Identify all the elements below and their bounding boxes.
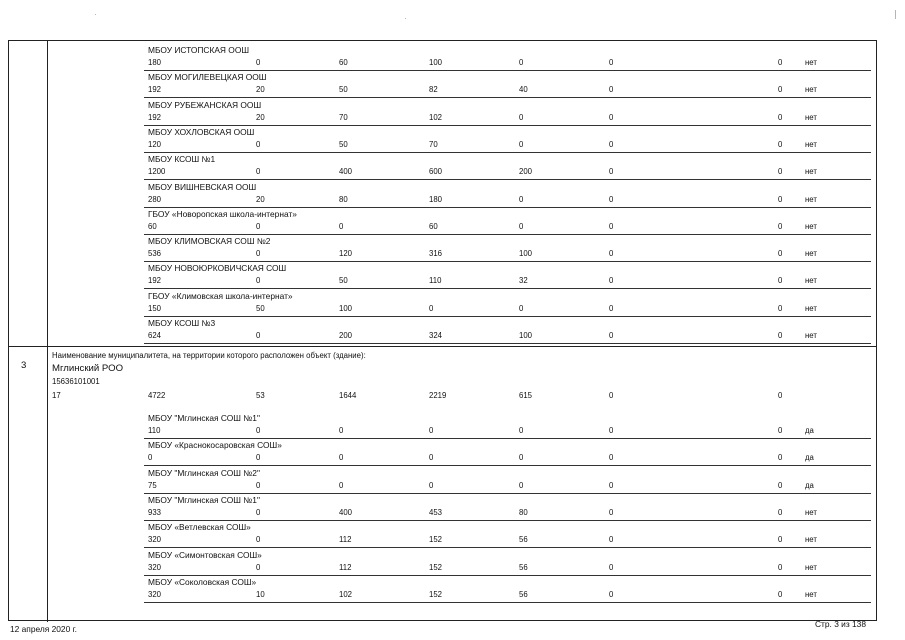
value-cell: 0 — [339, 480, 344, 490]
value-cell: 0 — [778, 58, 783, 67]
value-cell: 1200 — [148, 167, 166, 177]
status-flag: да — [805, 480, 814, 490]
value-cell: 320 — [148, 589, 162, 599]
value-cell: 152 — [429, 589, 443, 599]
value-cell: 60 — [148, 221, 157, 231]
value-cell: 152 — [429, 535, 443, 545]
value-cell: 200 — [519, 167, 533, 177]
value-cell: 0 — [519, 58, 524, 67]
value-cell: 0 — [256, 249, 261, 259]
value-cell: 0 — [778, 331, 783, 340]
summary-value: 4722 — [148, 391, 166, 400]
value-cell: 20 — [256, 194, 265, 204]
value-cell: 50 — [339, 85, 348, 95]
summary-value: 615 — [519, 391, 533, 400]
value-cell: 0 — [148, 453, 153, 463]
value-cell: 120 — [148, 139, 162, 149]
footer-page-number: Стр. 3 из 138 — [815, 619, 866, 629]
value-cell: 0 — [609, 303, 614, 313]
value-cell: 0 — [778, 535, 783, 545]
value-cell: 0 — [778, 112, 783, 122]
value-cell: 60 — [339, 58, 348, 67]
row-underline — [144, 438, 871, 439]
value-cell: 0 — [519, 221, 524, 231]
status-flag: нет — [805, 139, 817, 149]
row-underline — [144, 465, 871, 466]
value-cell: 0 — [429, 426, 434, 435]
value-cell: 0 — [256, 331, 261, 340]
scan-mark — [895, 10, 896, 19]
summary-value: 0 — [778, 391, 783, 400]
school-name: ГБОУ «Новоропская школа-интернат» — [148, 208, 297, 219]
value-cell: 0 — [519, 194, 524, 204]
value-cell: 324 — [429, 331, 443, 340]
status-flag: нет — [805, 303, 817, 313]
value-cell: 75 — [148, 480, 157, 490]
value-cell: 0 — [609, 249, 614, 259]
section-org-name: Мглинский РОО — [52, 363, 124, 374]
status-flag: нет — [805, 589, 817, 599]
summary-value: 0 — [609, 391, 614, 400]
value-cell: 0 — [609, 331, 614, 340]
status-flag: да — [805, 426, 814, 435]
value-cell: 0 — [778, 194, 783, 204]
value-cell: 100 — [339, 303, 353, 313]
summary-value: 53 — [256, 391, 265, 400]
value-cell: 0 — [778, 139, 783, 149]
value-cell: 100 — [519, 249, 533, 259]
value-cell: 0 — [519, 139, 524, 149]
school-name: МБОУ НОВОЮРКОВИЧСКАЯ СОШ — [148, 263, 287, 274]
value-cell: 933 — [148, 507, 162, 517]
value-cell: 20 — [256, 85, 265, 95]
value-cell: 0 — [609, 453, 614, 463]
row-underline — [144, 152, 871, 153]
value-cell: 0 — [778, 249, 783, 259]
value-cell: 0 — [778, 276, 783, 286]
value-cell: 50 — [339, 276, 348, 286]
value-cell: 0 — [609, 58, 614, 67]
value-cell: 0 — [609, 562, 614, 572]
school-name: МБОУ РУБЕЖАНСКАЯ ООШ — [148, 99, 262, 110]
value-cell: 0 — [429, 480, 434, 490]
value-cell: 0 — [519, 453, 524, 463]
row-number-column-divider — [47, 41, 48, 622]
status-flag: нет — [805, 221, 817, 231]
value-cell: 80 — [519, 507, 528, 517]
value-cell: 0 — [609, 480, 614, 490]
row-underline — [144, 125, 871, 126]
value-cell: 0 — [609, 535, 614, 545]
status-flag: нет — [805, 85, 817, 95]
value-cell: 0 — [256, 221, 261, 231]
row-underline — [144, 207, 871, 208]
school-name: МБОУ «Ветлевская СОШ» — [148, 522, 251, 533]
school-name: МБОУ КЛИМОВСКАЯ СОШ №2 — [148, 236, 271, 247]
value-cell: 0 — [609, 276, 614, 286]
status-flag: да — [805, 453, 814, 463]
value-cell: 110 — [429, 276, 442, 286]
value-cell: 112 — [339, 562, 352, 572]
row-underline — [144, 97, 871, 98]
value-cell: 316 — [429, 249, 443, 259]
value-cell: 453 — [429, 507, 443, 517]
status-flag: нет — [805, 276, 817, 286]
value-cell: 600 — [429, 167, 443, 177]
value-cell: 0 — [339, 426, 344, 435]
value-cell: 50 — [256, 303, 265, 313]
value-cell: 0 — [778, 562, 783, 572]
section-code: 15636101001 — [52, 377, 100, 386]
value-cell: 320 — [148, 535, 162, 545]
value-cell: 0 — [778, 85, 783, 95]
status-flag: нет — [805, 58, 817, 67]
value-cell: 0 — [429, 453, 434, 463]
value-cell: 0 — [256, 426, 261, 435]
school-name: МБОУ ХОХЛОВСКАЯ ООШ — [148, 126, 255, 137]
row-underline — [144, 288, 871, 289]
value-cell: 0 — [609, 194, 614, 204]
school-name: МБОУ "Мглинская СОШ №1" — [148, 494, 260, 505]
value-cell: 60 — [429, 221, 438, 231]
value-cell: 0 — [609, 139, 614, 149]
value-cell: 0 — [256, 139, 261, 149]
value-cell: 110 — [148, 426, 161, 435]
row-underline — [144, 575, 871, 576]
row-underline — [144, 547, 871, 548]
row-underline — [144, 602, 871, 603]
value-cell: 56 — [519, 589, 528, 599]
status-flag: нет — [805, 535, 817, 545]
document-table — [8, 40, 877, 621]
value-cell: 0 — [256, 453, 261, 463]
value-cell: 0 — [609, 112, 614, 122]
value-cell: 40 — [519, 85, 528, 95]
value-cell: 0 — [609, 426, 614, 435]
school-name: МБОУ «Краснокосаровская СОШ» — [148, 440, 282, 451]
value-cell: 0 — [256, 58, 261, 67]
value-cell: 0 — [778, 589, 783, 599]
row-underline — [144, 316, 871, 317]
value-cell: 280 — [148, 194, 162, 204]
value-cell: 0 — [609, 167, 614, 177]
value-cell: 80 — [339, 194, 348, 204]
value-cell: 0 — [519, 480, 524, 490]
school-name: МБОУ «Симонтовская СОШ» — [148, 549, 262, 560]
value-cell: 120 — [339, 249, 353, 259]
value-cell: 0 — [256, 276, 261, 286]
value-cell: 0 — [256, 167, 261, 177]
value-cell: 102 — [339, 589, 353, 599]
value-cell: 100 — [429, 58, 443, 67]
value-cell: 192 — [148, 85, 162, 95]
school-name: МБОУ КСОШ №1 — [148, 154, 216, 165]
scan-mark — [405, 18, 406, 19]
school-name: МБОУ «Соколовская СОШ» — [148, 576, 257, 587]
value-cell: 152 — [429, 562, 443, 572]
value-cell: 192 — [148, 112, 162, 122]
value-cell: 70 — [339, 112, 348, 122]
row-underline — [144, 261, 871, 262]
value-cell: 50 — [339, 139, 348, 149]
value-cell: 400 — [339, 167, 353, 177]
scan-mark — [95, 14, 96, 15]
status-flag: нет — [805, 249, 817, 259]
row-underline — [144, 179, 871, 180]
value-cell: 100 — [519, 331, 533, 340]
status-flag: нет — [805, 562, 817, 572]
value-cell: 0 — [256, 480, 261, 490]
section-number: 3 — [21, 360, 27, 371]
row-underline — [144, 70, 871, 71]
value-cell: 0 — [429, 303, 434, 313]
value-cell: 320 — [148, 562, 162, 572]
school-name: МБОУ ВИШНЕВСКАЯ ООШ — [148, 181, 257, 192]
value-cell: 10 — [256, 589, 265, 599]
school-name: МБОУ "Мглинская СОШ №2" — [148, 467, 260, 478]
row-underline — [144, 520, 871, 521]
school-name: МБОУ "Мглинская СОШ №1" — [148, 413, 260, 423]
value-cell: 0 — [256, 507, 261, 517]
value-cell: 0 — [519, 426, 524, 435]
value-cell: 200 — [339, 331, 353, 340]
value-cell: 0 — [609, 85, 614, 95]
value-cell: 192 — [148, 276, 162, 286]
value-cell: 150 — [148, 303, 162, 313]
row-underline — [144, 234, 871, 235]
value-cell: 56 — [519, 535, 528, 545]
status-flag: нет — [805, 507, 817, 517]
row-underline — [144, 343, 871, 344]
summary-value: 17 — [52, 391, 61, 400]
school-name: МБОУ МОГИЛЕВЕЦКАЯ ООШ — [148, 72, 267, 83]
value-cell: 0 — [609, 221, 614, 231]
value-cell: 32 — [519, 276, 528, 286]
footer-date: 12 апреля 2020 г. — [10, 624, 77, 634]
value-cell: 0 — [339, 453, 344, 463]
school-name: МБОУ КСОШ №3 — [148, 318, 216, 328]
value-cell: 0 — [609, 507, 614, 517]
status-flag: нет — [805, 194, 817, 204]
section-label: Наименование муниципалитета, на территории которого расположен объект (здание): — [52, 351, 366, 360]
value-cell: 102 — [429, 112, 443, 122]
value-cell: 0 — [778, 167, 783, 177]
summary-value: 2219 — [429, 391, 447, 400]
value-cell: 0 — [339, 221, 344, 231]
value-cell: 0 — [519, 112, 524, 122]
section-divider — [9, 346, 876, 347]
value-cell: 180 — [148, 58, 162, 67]
value-cell: 0 — [778, 453, 783, 463]
status-flag: нет — [805, 167, 817, 177]
value-cell: 536 — [148, 249, 162, 259]
school-name: ГБОУ «Климовская школа-интернат» — [148, 290, 293, 301]
value-cell: 82 — [429, 85, 438, 95]
value-cell: 112 — [339, 535, 352, 545]
value-cell: 20 — [256, 112, 265, 122]
value-cell: 0 — [778, 426, 783, 435]
value-cell: 180 — [429, 194, 443, 204]
summary-value: 1644 — [339, 391, 357, 400]
value-cell: 0 — [778, 507, 783, 517]
value-cell: 0 — [778, 221, 783, 231]
value-cell: 70 — [429, 139, 438, 149]
status-flag: нет — [805, 112, 817, 122]
status-flag: нет — [805, 331, 817, 340]
value-cell: 0 — [609, 589, 614, 599]
value-cell: 0 — [778, 480, 783, 490]
value-cell: 56 — [519, 562, 528, 572]
school-name: МБОУ ИСТОПСКАЯ ООШ — [148, 45, 250, 55]
value-cell: 0 — [256, 562, 261, 572]
value-cell: 0 — [519, 303, 524, 313]
value-cell: 0 — [778, 303, 783, 313]
row-underline — [144, 493, 871, 494]
value-cell: 624 — [148, 331, 162, 340]
value-cell: 400 — [339, 507, 353, 517]
value-cell: 0 — [256, 535, 261, 545]
